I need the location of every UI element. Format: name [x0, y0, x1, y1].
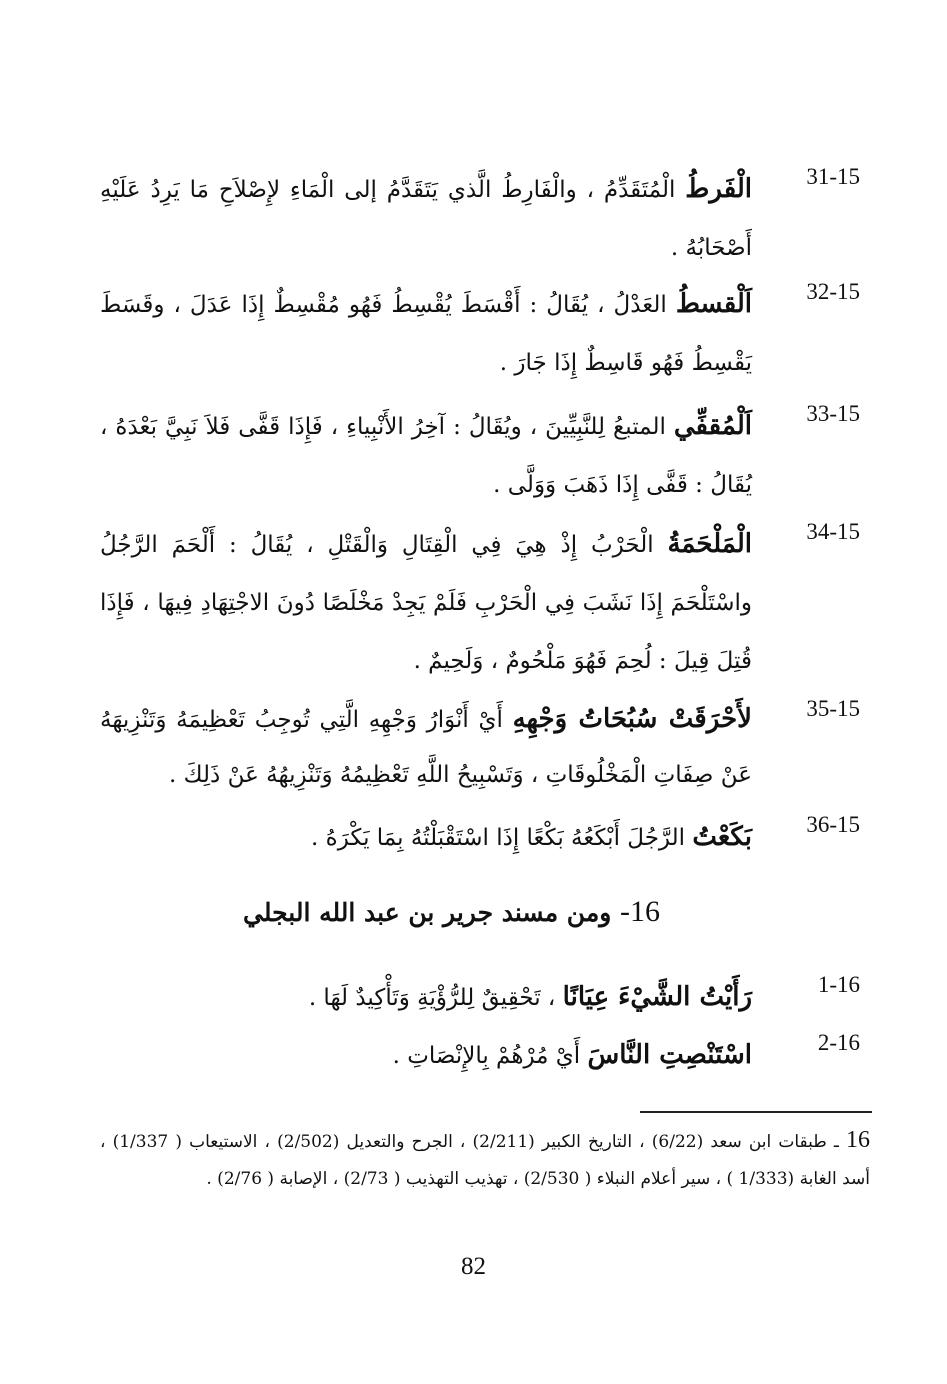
entry-text — [100, 397, 752, 514]
entry-headword: اَلْمُقفِّي — [673, 411, 752, 441]
entry-number: 36-15 — [806, 812, 860, 837]
footnote-number: 16 — [846, 1127, 870, 1153]
entry-headword: الْمَلْحَمَةُ — [667, 529, 752, 559]
entry-number: 32-15 — [806, 279, 860, 304]
entry-text — [100, 160, 752, 277]
entry-number: 34-15 — [806, 519, 860, 544]
entry-definition: الرَّجُلَ أَبْكَعُهُ بَكْعًا إِذَا اسْتَقْبَلْتُهُ بِمَا يَكْرَهُ . — [311, 825, 693, 851]
entry-text — [100, 968, 752, 1027]
section-title-text: ومن مسند جرير بن عبد الله البجلي — [243, 898, 620, 927]
entry-headword: لأَحْرَقَتْ سُبُحَاتُ وَجْهِهِ — [512, 704, 752, 734]
entry-text — [100, 515, 752, 690]
footnote-divider — [640, 1111, 872, 1113]
entry-definition: أَيْ مُرْهُمْ بِالإِنْصَاتِ . — [392, 1043, 588, 1069]
entry-headword: اَلْقسطُ — [675, 289, 752, 319]
entry-text — [100, 808, 752, 867]
entry-definition: أَيْ أَنْوَارُ وَجْهِهِ الَّتِي تُوجِبُ تَعْظِيمَهُ وَتَنْزِيهَهُ عَنْ صِفَاتِ الْمَخْلُوقَاتِ ، وَتَسْبِيحُ اللَّهِ تَعْظِيمُهُ وَتَنْزِيهُهُ عَنْ ذَلِكَ . — [100, 707, 752, 788]
entry-definition: العَدْلُ ، يُقَالُ : أَقْسَطَ يُقْسِطُ فَهُو مُقْسِطٌ إِذَا عَدَلَ ، وقَسَطَ يَقْسِطُ فَهُو قَاسِطٌ إِذَا جَارَ . — [100, 292, 752, 376]
entry-headword: رَأَيْتُ الشَّيْءَ عِيَانًا — [562, 982, 752, 1012]
entry-number: 31-15 — [806, 164, 860, 189]
footnote-text: ـ طبقات ابن سعد (6/22) ، التاريخ الكبير (2/211) ، الجرح والتعديل (2/502) ، الاستيعاب ( 1/337) ، أسد الغابة (1/333 ) ، سير أعلام النبلاء ( 2/530) ، تهذيب التهذيب ( 2/73) ، الإصابة ( 2/76) . — [100, 1132, 870, 1189]
entry-number: 33-15 — [806, 401, 860, 426]
entry-number: 1-16 — [817, 972, 860, 997]
entry-text — [100, 692, 752, 803]
entry-number: 35-15 — [806, 696, 860, 721]
entry-number: 2-16 — [817, 1030, 860, 1055]
section-heading — [200, 895, 660, 929]
entry-text — [100, 1026, 752, 1085]
footnote — [100, 1122, 870, 1198]
page-number: 82 — [461, 1253, 486, 1280]
section-number: 16- — [620, 895, 660, 928]
entry-headword: الْفَرطُ — [685, 174, 752, 204]
entry-definition: الْحَرْبُ إِذْ هِيَ فِي الْقِتَالِ وَالْقَتْلِ ، يُقَالُ : أَلْحَمَ الرَّجُلُ واسْتَلْحَمَ إِذَا نَشَبَ فِي الْحَرْبِ فَلَمْ يَجِدْ مَخْلَصًا دُونَ الاجْتِهَادِ فِيهَا ، فَإِذَا قُتِلَ قِيلَ : لُحِمَ فَهُوَ مَلْحُومٌ ، وَلَحِيمٌ . — [100, 532, 752, 674]
entry-definition: ، تَحْقِيقٌ لِلرُّؤْيَةِ وَتَأْكِيدٌ لَهَا . — [308, 985, 563, 1011]
entry-definition: المتبعُ لِلنَّبِيِّينَ ، ويُقَالُ : آخِرُ الأَنْبِياءِ ، فَإِذَا قَفَّى فَلاَ نَبِيَّ بَعْدَهُ ، يُقَالُ : قَفَّى إِذَا ذَهَبَ وَوَلَّى . — [100, 414, 752, 498]
entry-headword: بَكَعْتُ — [692, 822, 752, 852]
entry-headword: اسْتَنْصِتِ النَّاسَ — [587, 1040, 752, 1070]
entry-text — [100, 275, 752, 392]
entry-definition: الْمُتَقَدِّمُ ، والْفَارِطُ الَّذي يَتَقَدَّمُ إلى الْمَاءِ لإِصْلاَحِ مَا يَرِدُ عَلَيْهِ أَصْحَابُهُ . — [100, 177, 752, 261]
